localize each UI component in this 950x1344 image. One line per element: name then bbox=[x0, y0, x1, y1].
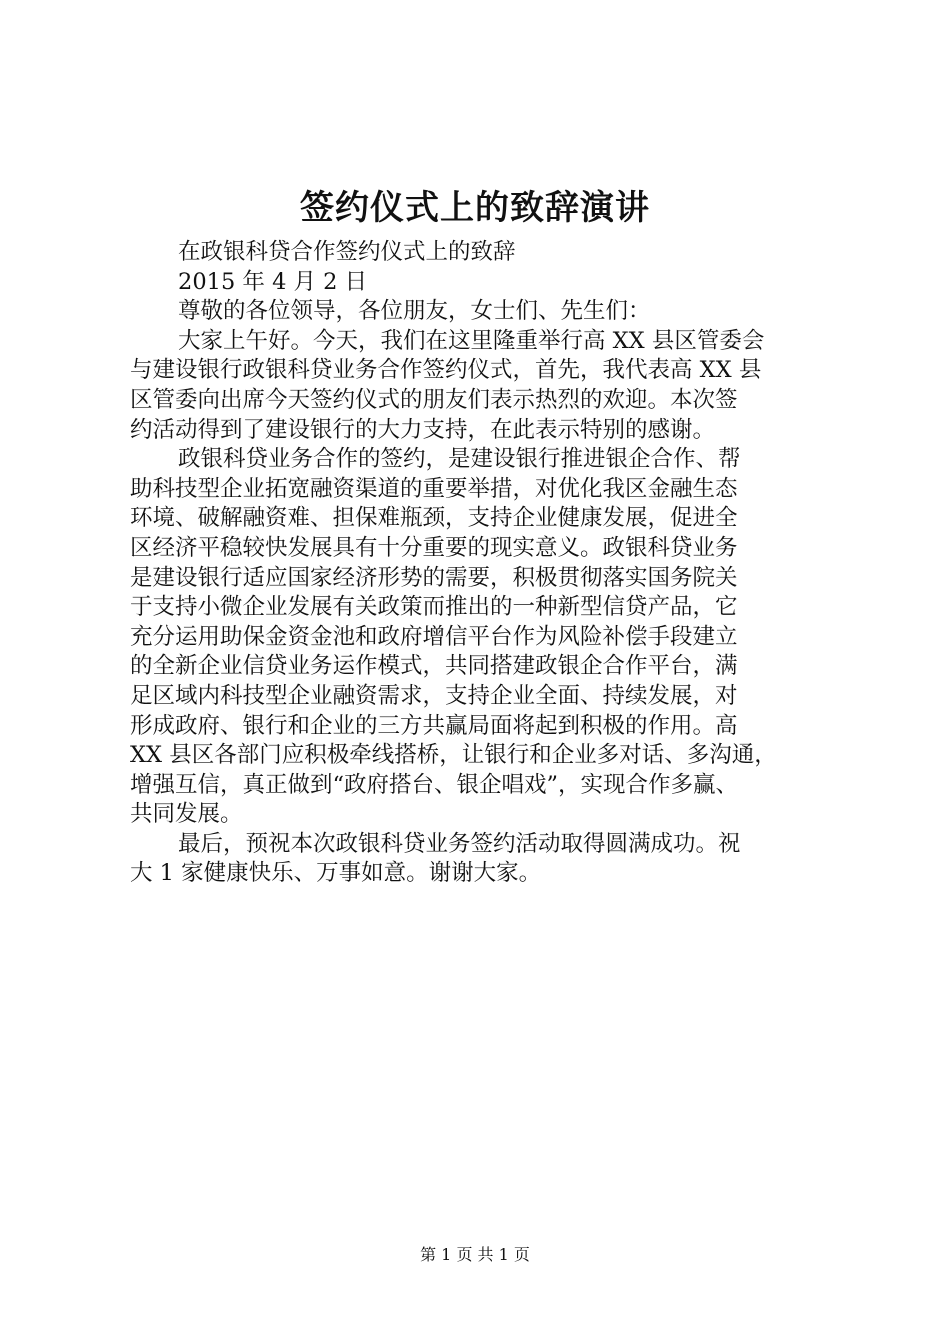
text-line: 尊敬的各位领导，各位朋友，女士们、先生们： bbox=[178, 298, 651, 325]
text-line: 政银科贷业务合作的签约，是建设银行推进银企合作、帮 bbox=[178, 446, 741, 473]
text-line: 环境、破解融资难、担保难瓶颈，支持企业健康发展，促进全 bbox=[130, 505, 738, 532]
document-body bbox=[130, 238, 852, 889]
text-line: 最后，预祝本次政银科贷业务签约活动取得圆满成功。祝 bbox=[178, 830, 741, 857]
text-line: 增强互信，真正做到“政府搭台、银企唱戏”，实现合作多赢、 bbox=[130, 771, 739, 798]
text-line: 大家上午好。今天，我们在这里隆重举行高 XX 县区管委会 bbox=[178, 327, 765, 354]
text-line: 2015 年 4 月 2 日 bbox=[178, 268, 368, 295]
text-line: 足区域内科技型企业融资需求，支持企业全面、持续发展，对 bbox=[130, 682, 738, 709]
text-line: 共同发展。 bbox=[130, 801, 243, 828]
text-line: 在政银科贷合作签约仪式上的致辞 bbox=[178, 239, 516, 265]
text-line: 的全新企业信贷业务运作模式，共同搭建政银企合作平台，满 bbox=[130, 653, 738, 680]
text-line: 区管委向出席今天签约仪式的朋友们表示热烈的欢迎。本次签 bbox=[130, 386, 738, 413]
text-line: XX 县区各部门应积极牵线搭桥，让银行和企业多对话、多沟通， bbox=[130, 742, 777, 769]
text-line: 充分运用助保金资金池和政府增信平台作为风险补偿手段建立 bbox=[130, 623, 738, 650]
text-line: 是建设银行适应国家经济形势的需要，积极贯彻落实国务院关 bbox=[130, 564, 738, 591]
text-line: 大 1 家健康快乐、万事如意。谢谢大家。 bbox=[130, 860, 542, 887]
text-line: 助科技型企业拓宽融资渠道的重要举措，对优化我区金融生态 bbox=[130, 475, 738, 502]
text-line: 于支持小微企业发展有关政策而推出的一种新型信贷产品，它 bbox=[130, 594, 738, 621]
text-line: 区经济平稳较快发展具有十分重要的现实意义。政银科贷业务 bbox=[130, 534, 738, 561]
page-footer: 第 1 页 共 1 页 bbox=[420, 1245, 530, 1264]
text-line: 约活动得到了建设银行的大力支持，在此表示特别的感谢。 bbox=[130, 416, 716, 443]
document-title: 签约仪式上的致辞演讲 bbox=[300, 188, 650, 228]
text-line: 形成政府、银行和企业的三方共赢局面将起到积极的作用。高 bbox=[130, 712, 738, 739]
text-line: 与建设银行政银科贷业务合作签约仪式，首先，我代表高 XX 县 bbox=[130, 357, 762, 384]
